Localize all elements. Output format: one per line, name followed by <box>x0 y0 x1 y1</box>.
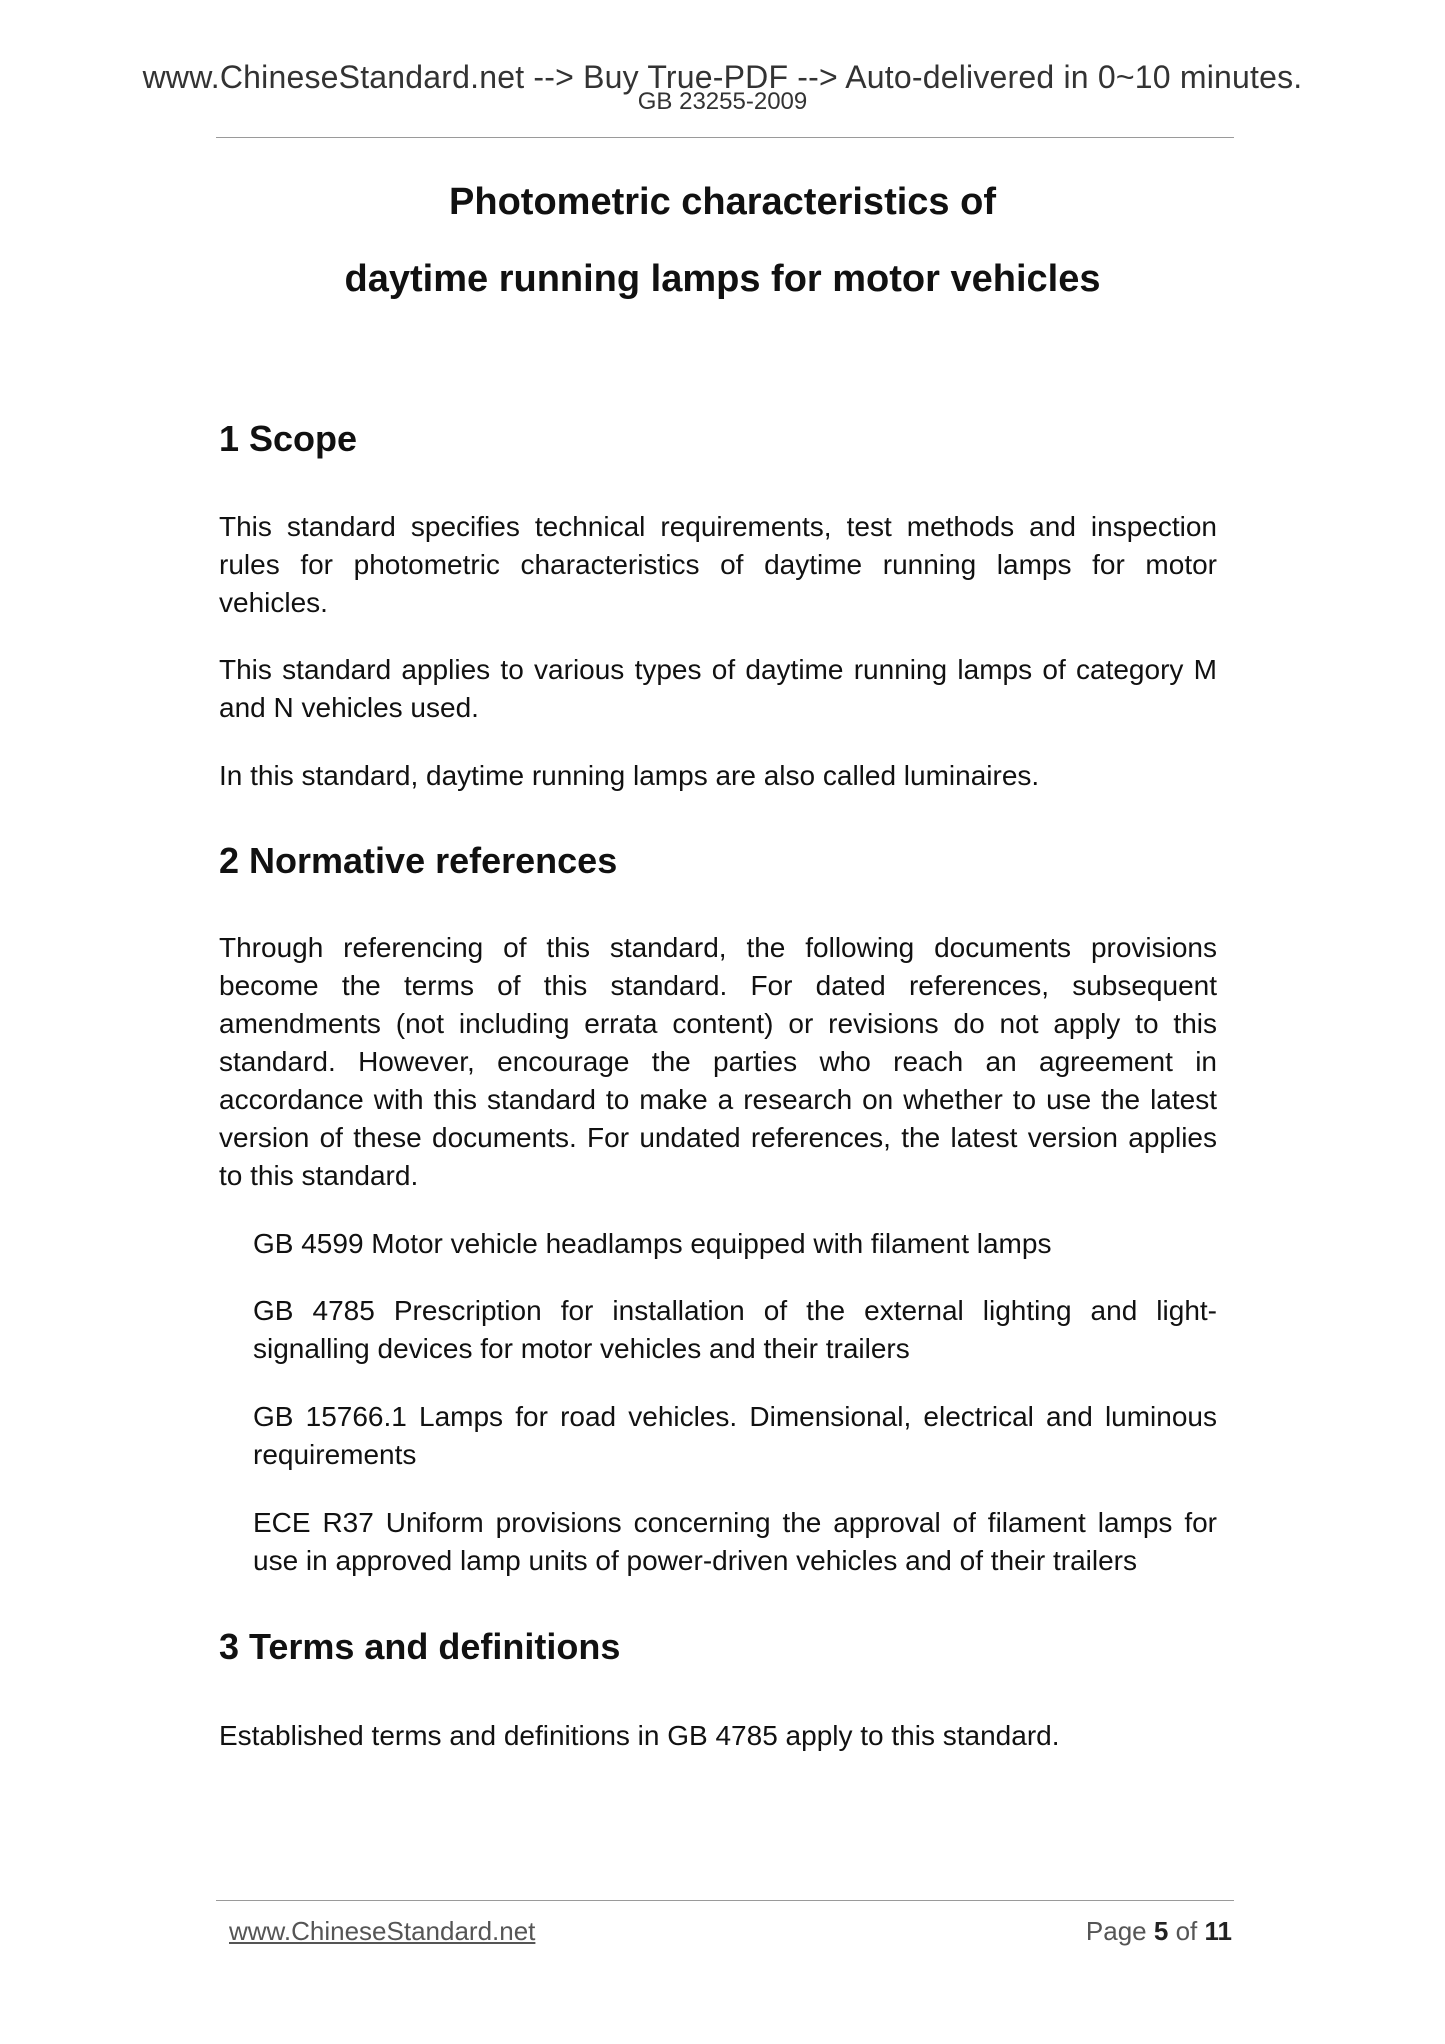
current-page-number: 5 <box>1153 1916 1169 1946</box>
reference-item: GB 15766.1 Lamps for road vehicles. Dimensional, electrical and luminous requirements <box>253 1401 1217 1470</box>
scope-paragraph-2: This standard applies to various types of daytime running lamps of category M and N vehicles used. <box>219 654 1217 723</box>
header-banner: www.ChineseStandard.net --> Buy True-PDF --> Auto-delivered in 0~10 minutes. <box>142 59 1303 95</box>
footer-website-link[interactable]: www.ChineseStandard.net <box>229 1916 536 1946</box>
terms-paragraph: Established terms and definitions in GB 4785 apply to this standard. <box>219 1720 1060 1751</box>
reference-item: ECE R37 Uniform provisions concerning the approval of filament lamps for use in approved lamp units of power-driven vehicles and of their trailers <box>253 1507 1217 1576</box>
scope-paragraph-1: This standard specifies technical requirements, test methods and inspection rules for photometric characteristics of daytime running lamps for motor vehicles. <box>219 511 1217 618</box>
reference-item: GB 4599 Motor vehicle headlamps equipped with filament lamps <box>253 1228 1052 1259</box>
scope-paragraph-3: In this standard, daytime running lamps are also called luminaires. <box>219 760 1040 791</box>
document-number: GB 23255-2009 <box>637 88 808 115</box>
document-title-line-2: daytime running lamps for motor vehicles <box>344 258 1101 300</box>
header-divider <box>216 137 1234 138</box>
normative-intro-paragraph: Through referencing of this standard, the following documents provisions become the terms of this standard. For dated references, subsequent amendments (not including errata content) or revisions do not apply to this standard. However, encourage the parties who reach an agreement in accordance with this standard to make a research on whether to use the latest version of these documents. For undated references, the latest version applies to this standard. <box>219 932 1217 1191</box>
section-heading-normative-references: 2 Normative references <box>219 840 618 881</box>
page-of-label: of <box>1175 1916 1198 1946</box>
document-title-line-1: Photometric characteristics of <box>449 181 996 223</box>
page-indicator <box>1086 1916 1232 1946</box>
page-label: Page <box>1085 1916 1147 1946</box>
section-heading-scope: 1 Scope <box>219 418 358 459</box>
footer-divider <box>216 1900 1234 1901</box>
reference-item: GB 4785 Prescription for installation of the external lighting and light-signalling devices for motor vehicles and their trailers <box>253 1295 1217 1364</box>
section-heading-terms-definitions: 3 Terms and definitions <box>219 1626 621 1667</box>
total-page-number: 11 <box>1204 1916 1232 1946</box>
